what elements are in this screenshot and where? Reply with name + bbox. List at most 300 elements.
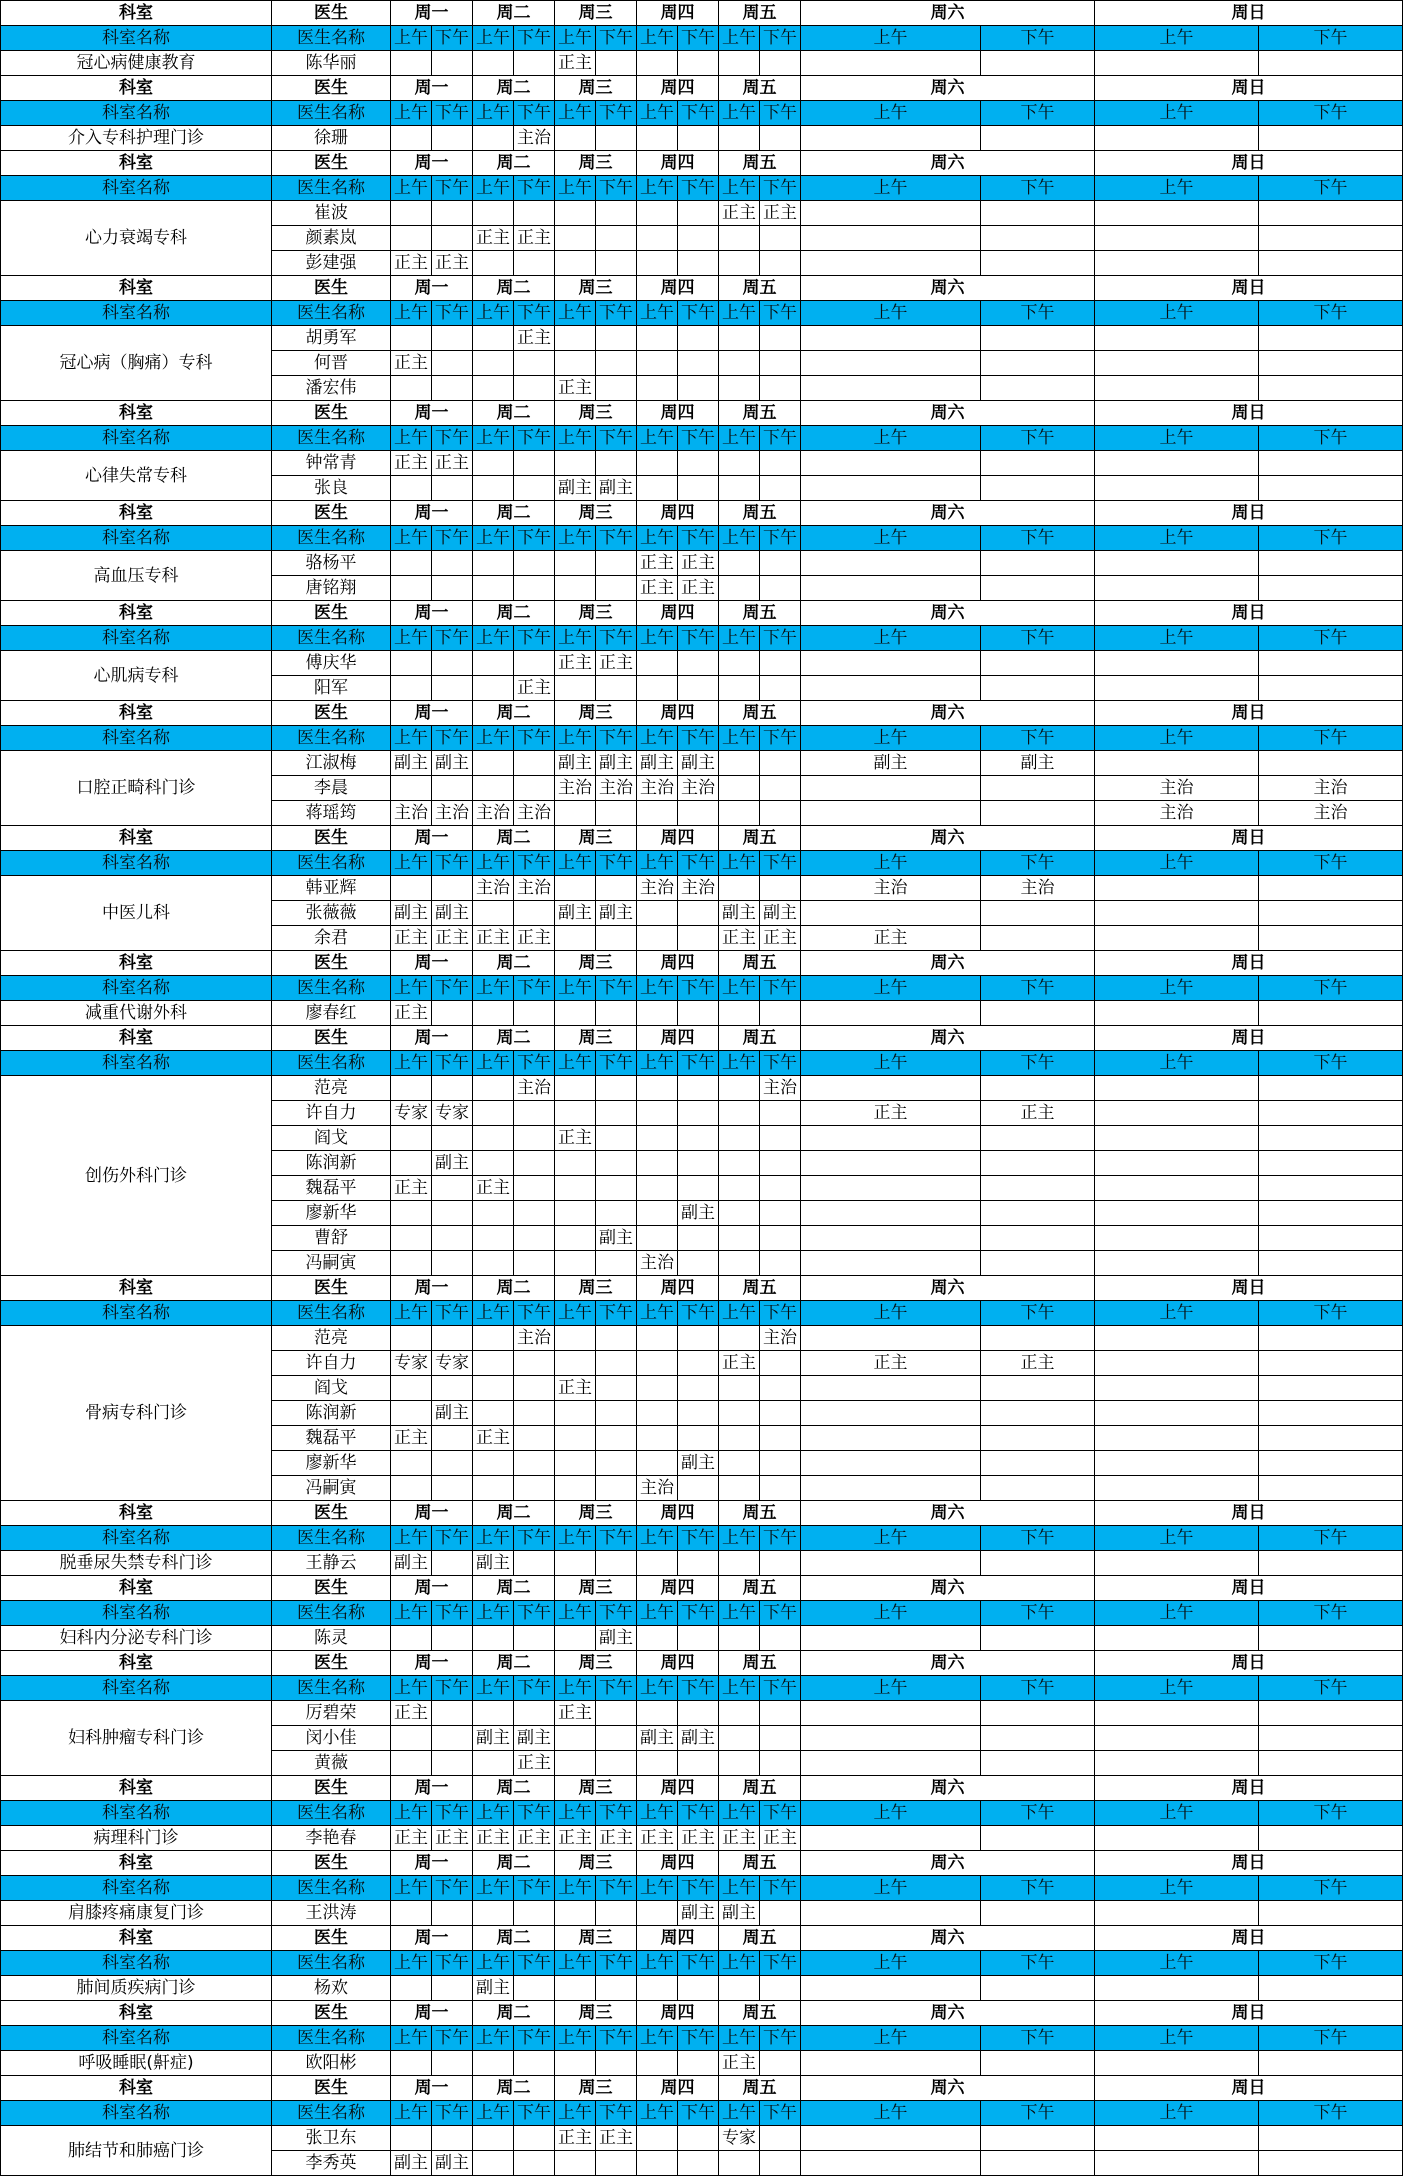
schedule-slot-cell — [637, 1001, 678, 1026]
subheader-am-cell: 上午 — [391, 1801, 432, 1826]
schedule-slot-cell — [514, 1626, 555, 1651]
schedule-slot-cell — [678, 51, 719, 76]
schedule-slot-cell — [391, 1126, 432, 1151]
block-header-row — [1, 401, 1403, 426]
schedule-slot-cell — [1259, 1226, 1403, 1251]
subheader-am-cell: 上午 — [473, 526, 514, 551]
subheader-pm-cell: 下午 — [596, 2026, 637, 2051]
subheader-dept-name-cell: 科室名称 — [1, 526, 272, 551]
schedule-slot-cell — [981, 326, 1095, 351]
header-day-cell: 周一 — [391, 1501, 473, 1526]
schedule-slot-cell — [1095, 876, 1259, 901]
schedule-slot-cell — [637, 1376, 678, 1401]
schedule-slot-cell — [1095, 2126, 1259, 2151]
schedule-slot-cell: 正主 — [596, 2126, 637, 2151]
schedule-slot-cell — [596, 226, 637, 251]
doctor-name-cell: 胡勇军 — [272, 326, 391, 351]
schedule-slot-cell — [1095, 326, 1259, 351]
subheader-am-cell: 上午 — [637, 1301, 678, 1326]
dept-name-cell: 冠心病健康教育 — [1, 51, 272, 76]
doctor-row — [1, 2051, 1403, 2076]
schedule-slot-cell: 正主 — [760, 1826, 801, 1851]
schedule-slot-cell — [391, 1251, 432, 1276]
schedule-slot-cell — [981, 451, 1095, 476]
schedule-slot-cell: 副主 — [391, 1551, 432, 1576]
schedule-slot-cell: 正主 — [473, 226, 514, 251]
header-day-cell: 周二 — [473, 1851, 555, 1876]
block-subheader-row — [1, 26, 1403, 51]
dept-name-cell: 肺结节和肺癌门诊 — [1, 2126, 272, 2176]
header-day-cell: 周日 — [1095, 1651, 1403, 1676]
schedule-slot-cell — [391, 1751, 432, 1776]
schedule-slot-cell — [432, 2051, 473, 2076]
header-day-cell: 周六 — [801, 1, 1095, 26]
subheader-pm-cell: 下午 — [432, 1876, 473, 1901]
header-day-cell: 周日 — [1095, 151, 1403, 176]
schedule-slot-cell — [391, 876, 432, 901]
schedule-slot-cell — [514, 651, 555, 676]
block-subheader-row — [1, 526, 1403, 551]
schedule-slot-cell — [637, 251, 678, 276]
doctor-row — [1, 51, 1403, 76]
schedule-slot-cell: 副主 — [678, 1901, 719, 1926]
doctor-row — [1, 126, 1403, 151]
subheader-dept-name-cell: 科室名称 — [1, 1951, 272, 1976]
header-day-cell: 周六 — [801, 2076, 1095, 2101]
header-doctor-cell: 医生 — [272, 401, 391, 426]
subheader-am-cell: 上午 — [473, 2101, 514, 2126]
schedule-slot-cell — [637, 1176, 678, 1201]
subheader-am-cell: 上午 — [1095, 851, 1259, 876]
subheader-pm-cell: 下午 — [514, 2026, 555, 2051]
subheader-pm-cell: 下午 — [514, 1601, 555, 1626]
schedule-slot-cell: 副主 — [637, 1726, 678, 1751]
doctor-row — [1, 451, 1403, 476]
block-header-row — [1, 1926, 1403, 1951]
header-day-cell: 周二 — [473, 601, 555, 626]
schedule-slot-cell — [514, 376, 555, 401]
subheader-pm-cell: 下午 — [1259, 426, 1403, 451]
schedule-slot-cell — [981, 926, 1095, 951]
subheader-am-cell: 上午 — [555, 1301, 596, 1326]
subheader-pm-cell: 下午 — [514, 1951, 555, 1976]
schedule-slot-cell — [432, 1201, 473, 1226]
dept-name-cell: 肩膝疼痛康复门诊 — [1, 1901, 272, 1926]
schedule-slot-cell: 副主 — [473, 1976, 514, 2001]
schedule-slot-cell: 正主 — [555, 1701, 596, 1726]
subheader-am-cell: 上午 — [801, 526, 981, 551]
schedule-slot-cell — [473, 126, 514, 151]
subheader-pm-cell: 下午 — [1259, 26, 1403, 51]
doctor-name-cell: 李秀英 — [272, 2151, 391, 2176]
schedule-slot-cell — [678, 1701, 719, 1726]
schedule-slot-cell — [981, 1626, 1095, 1651]
subheader-am-cell: 上午 — [637, 176, 678, 201]
schedule-slot-cell — [596, 1351, 637, 1376]
schedule-slot-cell — [1095, 51, 1259, 76]
schedule-slot-cell — [801, 251, 981, 276]
subheader-am-cell: 上午 — [555, 1051, 596, 1076]
dept-name-cell: 心律失常专科 — [1, 451, 272, 501]
schedule-slot-cell — [981, 1901, 1095, 1926]
header-day-cell: 周四 — [637, 1776, 719, 1801]
schedule-slot-cell — [473, 2051, 514, 2076]
subheader-am-cell: 上午 — [719, 1301, 760, 1326]
subheader-dept-name-cell: 科室名称 — [1, 101, 272, 126]
schedule-slot-cell — [432, 551, 473, 576]
subheader-pm-cell: 下午 — [678, 301, 719, 326]
subheader-pm-cell: 下午 — [760, 526, 801, 551]
header-day-cell: 周六 — [801, 1026, 1095, 1051]
schedule-slot-cell: 主治 — [637, 776, 678, 801]
schedule-slot-cell — [514, 1451, 555, 1476]
subheader-am-cell: 上午 — [801, 851, 981, 876]
schedule-slot-cell — [473, 551, 514, 576]
schedule-slot-cell — [555, 1251, 596, 1276]
schedule-slot-cell: 正主 — [678, 576, 719, 601]
schedule-slot-cell — [1095, 1001, 1259, 1026]
schedule-slot-cell — [391, 1726, 432, 1751]
schedule-slot-cell: 副主 — [678, 1451, 719, 1476]
schedule-slot-cell — [760, 776, 801, 801]
schedule-slot-cell — [596, 1201, 637, 1226]
header-day-cell: 周五 — [719, 76, 801, 101]
header-doctor-cell: 医生 — [272, 76, 391, 101]
schedule-slot-cell — [760, 2126, 801, 2151]
schedule-slot-cell: 正主 — [981, 1351, 1095, 1376]
block-header-row — [1, 1, 1403, 26]
schedule-slot-cell — [391, 226, 432, 251]
subheader-am-cell: 上午 — [719, 2101, 760, 2126]
schedule-slot-cell — [1095, 1826, 1259, 1851]
schedule-slot-cell: 正主 — [391, 926, 432, 951]
subheader-am-cell: 上午 — [473, 426, 514, 451]
subheader-pm-cell: 下午 — [678, 1951, 719, 1976]
schedule-slot-cell — [981, 1151, 1095, 1176]
schedule-slot-cell: 主治 — [432, 801, 473, 826]
schedule-slot-cell: 主治 — [473, 801, 514, 826]
schedule-slot-cell — [1259, 1451, 1403, 1476]
dept-name-cell: 介入专科护理门诊 — [1, 126, 272, 151]
schedule-slot-cell — [432, 1626, 473, 1651]
subheader-am-cell: 上午 — [719, 176, 760, 201]
header-day-cell: 周三 — [555, 276, 637, 301]
schedule-slot-cell — [678, 1626, 719, 1651]
schedule-slot-cell — [981, 1726, 1095, 1751]
schedule-slot-cell: 副主 — [555, 901, 596, 926]
schedule-slot-cell: 主治 — [514, 876, 555, 901]
schedule-slot-cell — [801, 351, 981, 376]
subheader-am-cell: 上午 — [637, 2101, 678, 2126]
schedule-slot-cell — [432, 476, 473, 501]
subheader-am-cell: 上午 — [1095, 1801, 1259, 1826]
subheader-pm-cell: 下午 — [981, 26, 1095, 51]
header-dept-cell: 科室 — [1, 601, 272, 626]
header-day-cell: 周三 — [555, 1501, 637, 1526]
subheader-pm-cell: 下午 — [678, 526, 719, 551]
header-day-cell: 周六 — [801, 951, 1095, 976]
header-day-cell: 周六 — [801, 401, 1095, 426]
schedule-slot-cell — [432, 1251, 473, 1276]
header-day-cell: 周日 — [1095, 2001, 1403, 2026]
block-subheader-row — [1, 2101, 1403, 2126]
schedule-slot-cell — [719, 251, 760, 276]
subheader-pm-cell: 下午 — [514, 1301, 555, 1326]
header-day-cell: 周六 — [801, 1501, 1095, 1526]
header-day-cell: 周五 — [719, 501, 801, 526]
subheader-doctor-name-cell: 医生名称 — [272, 1876, 391, 1901]
schedule-slot-cell — [1095, 651, 1259, 676]
schedule-slot-cell: 正主 — [719, 201, 760, 226]
schedule-slot-cell — [473, 576, 514, 601]
schedule-slot-cell — [760, 1151, 801, 1176]
schedule-slot-cell — [1259, 901, 1403, 926]
header-dept-cell: 科室 — [1, 1501, 272, 1526]
schedule-slot-cell — [555, 1626, 596, 1651]
header-day-cell: 周六 — [801, 1851, 1095, 1876]
schedule-slot-cell — [514, 576, 555, 601]
schedule-slot-cell — [678, 926, 719, 951]
subheader-am-cell: 上午 — [637, 976, 678, 1001]
header-day-cell: 周五 — [719, 701, 801, 726]
schedule-slot-cell — [678, 1551, 719, 1576]
schedule-slot-cell — [596, 1001, 637, 1026]
schedule-slot-cell — [596, 376, 637, 401]
subheader-pm-cell: 下午 — [596, 726, 637, 751]
schedule-slot-cell — [432, 51, 473, 76]
schedule-slot-cell — [719, 1551, 760, 1576]
schedule-slot-cell — [391, 326, 432, 351]
schedule-slot-cell — [514, 1251, 555, 1276]
schedule-slot-cell — [1259, 51, 1403, 76]
subheader-am-cell: 上午 — [1095, 176, 1259, 201]
schedule-slot-cell — [1095, 1551, 1259, 1576]
schedule-slot-cell: 正主 — [760, 201, 801, 226]
subheader-am-cell: 上午 — [473, 1526, 514, 1551]
schedule-slot-cell — [1259, 351, 1403, 376]
subheader-am-cell: 上午 — [473, 101, 514, 126]
schedule-slot-cell — [637, 1976, 678, 2001]
subheader-pm-cell: 下午 — [432, 851, 473, 876]
doctor-row — [1, 551, 1403, 576]
schedule-slot-cell — [719, 1476, 760, 1501]
schedule-slot-cell — [1259, 1901, 1403, 1926]
schedule-slot-cell — [760, 1751, 801, 1776]
doctor-row — [1, 751, 1403, 776]
subheader-pm-cell: 下午 — [678, 426, 719, 451]
header-day-cell: 周三 — [555, 601, 637, 626]
header-day-cell: 周一 — [391, 1651, 473, 1676]
schedule-slot-cell: 正主 — [514, 926, 555, 951]
schedule-slot-cell — [637, 2051, 678, 2076]
schedule-slot-cell — [1259, 326, 1403, 351]
header-day-cell: 周五 — [719, 951, 801, 976]
schedule-slot-cell: 正主 — [555, 651, 596, 676]
schedule-slot-cell: 主治 — [391, 801, 432, 826]
header-day-cell: 周一 — [391, 701, 473, 726]
dept-name-cell: 创伤外科门诊 — [1, 1076, 272, 1276]
subheader-pm-cell: 下午 — [760, 2101, 801, 2126]
subheader-am-cell: 上午 — [637, 1801, 678, 1826]
schedule-slot-cell — [801, 1401, 981, 1426]
subheader-am-cell: 上午 — [473, 726, 514, 751]
subheader-dept-name-cell: 科室名称 — [1, 176, 272, 201]
subheader-pm-cell: 下午 — [596, 1876, 637, 1901]
subheader-pm-cell: 下午 — [981, 1876, 1095, 1901]
schedule-slot-cell — [678, 451, 719, 476]
subheader-pm-cell: 下午 — [981, 1051, 1095, 1076]
schedule-slot-cell — [473, 1001, 514, 1026]
subheader-pm-cell: 下午 — [514, 1876, 555, 1901]
schedule-slot-cell — [801, 1076, 981, 1101]
schedule-slot-cell: 副主 — [391, 901, 432, 926]
schedule-slot-cell — [719, 651, 760, 676]
header-day-cell: 周一 — [391, 2001, 473, 2026]
schedule-slot-cell — [473, 351, 514, 376]
subheader-am-cell: 上午 — [555, 176, 596, 201]
subheader-am-cell: 上午 — [555, 626, 596, 651]
schedule-slot-cell — [596, 1451, 637, 1476]
schedule-slot-cell — [473, 751, 514, 776]
schedule-slot-cell — [1259, 1126, 1403, 1151]
schedule-slot-cell — [1259, 751, 1403, 776]
schedule-slot-cell — [760, 476, 801, 501]
schedule-slot-cell — [801, 1551, 981, 1576]
schedule-slot-cell — [1095, 1426, 1259, 1451]
subheader-am-cell: 上午 — [801, 1951, 981, 1976]
schedule-slot-cell — [801, 1451, 981, 1476]
header-dept-cell: 科室 — [1, 1851, 272, 1876]
doctor-row — [1, 1551, 1403, 1576]
header-day-cell: 周五 — [719, 1851, 801, 1876]
header-day-cell: 周六 — [801, 1576, 1095, 1601]
schedule-slot-cell — [473, 1751, 514, 1776]
schedule-slot-cell: 正主 — [514, 676, 555, 701]
subheader-am-cell: 上午 — [637, 26, 678, 51]
schedule-slot-cell — [637, 226, 678, 251]
schedule-slot-cell — [760, 2151, 801, 2176]
subheader-doctor-name-cell: 医生名称 — [272, 1301, 391, 1326]
schedule-slot-cell — [760, 751, 801, 776]
schedule-slot-cell — [1259, 251, 1403, 276]
schedule-slot-cell — [555, 1751, 596, 1776]
schedule-slot-cell: 正主 — [801, 1351, 981, 1376]
schedule-slot-cell — [514, 1001, 555, 1026]
doctor-name-cell: 彭建强 — [272, 251, 391, 276]
schedule-slot-cell — [473, 1251, 514, 1276]
doctor-name-cell: 范亮 — [272, 1326, 391, 1351]
schedule-slot-cell — [678, 1001, 719, 1026]
subheader-pm-cell: 下午 — [760, 976, 801, 1001]
schedule-slot-cell: 副主 — [719, 901, 760, 926]
subheader-am-cell: 上午 — [555, 526, 596, 551]
schedule-slot-cell: 正主 — [801, 1101, 981, 1126]
subheader-pm-cell: 下午 — [514, 1051, 555, 1076]
schedule-slot-cell: 主治 — [801, 876, 981, 901]
subheader-am-cell: 上午 — [719, 1601, 760, 1626]
header-day-cell: 周五 — [719, 2076, 801, 2101]
schedule-slot-cell: 正主 — [391, 1826, 432, 1851]
schedule-slot-cell — [473, 451, 514, 476]
header-day-cell: 周一 — [391, 826, 473, 851]
schedule-slot-cell — [596, 1076, 637, 1101]
block-subheader-row — [1, 851, 1403, 876]
schedule-slot-cell — [473, 1226, 514, 1251]
doctor-name-cell: 阳军 — [272, 676, 391, 701]
schedule-slot-cell — [596, 876, 637, 901]
schedule-slot-cell — [719, 476, 760, 501]
subheader-am-cell: 上午 — [801, 426, 981, 451]
schedule-slot-cell — [719, 876, 760, 901]
subheader-doctor-name-cell: 医生名称 — [272, 526, 391, 551]
schedule-slot-cell — [391, 126, 432, 151]
header-day-cell: 周日 — [1095, 276, 1403, 301]
schedule-slot-cell — [1095, 1726, 1259, 1751]
subheader-am-cell: 上午 — [719, 101, 760, 126]
schedule-slot-cell — [555, 326, 596, 351]
schedule-slot-cell: 副主 — [596, 476, 637, 501]
header-day-cell: 周五 — [719, 1026, 801, 1051]
header-day-cell: 周二 — [473, 1, 555, 26]
header-dept-cell: 科室 — [1, 951, 272, 976]
schedule-slot-cell — [719, 226, 760, 251]
subheader-am-cell: 上午 — [391, 726, 432, 751]
header-day-cell: 周四 — [637, 1851, 719, 1876]
schedule-slot-cell — [555, 1326, 596, 1351]
schedule-slot-cell: 正主 — [432, 1826, 473, 1851]
schedule-slot-cell: 主治 — [1259, 776, 1403, 801]
schedule-slot-cell — [432, 351, 473, 376]
schedule-slot-cell — [432, 1751, 473, 1776]
schedule-slot-cell — [719, 1376, 760, 1401]
schedule-slot-cell — [981, 801, 1095, 826]
doctor-name-cell: 欧阳彬 — [272, 2051, 391, 2076]
subheader-am-cell: 上午 — [801, 726, 981, 751]
subheader-pm-cell: 下午 — [514, 626, 555, 651]
doctor-name-cell: 骆杨平 — [272, 551, 391, 576]
schedule-slot-cell — [1259, 1626, 1403, 1651]
schedule-slot-cell — [719, 1226, 760, 1251]
subheader-am-cell: 上午 — [473, 1676, 514, 1701]
schedule-slot-cell: 副主 — [473, 1551, 514, 1576]
header-day-cell: 周三 — [555, 826, 637, 851]
subheader-dept-name-cell: 科室名称 — [1, 851, 272, 876]
schedule-slot-cell: 正主 — [391, 251, 432, 276]
header-day-cell: 周三 — [555, 951, 637, 976]
schedule-slot-cell — [719, 1201, 760, 1226]
schedule-slot-cell — [514, 476, 555, 501]
schedule-slot-cell — [473, 1126, 514, 1151]
schedule-slot-cell — [678, 251, 719, 276]
schedule-slot-cell — [678, 2126, 719, 2151]
schedule-slot-cell: 主治 — [1095, 801, 1259, 826]
block-header-row — [1, 1501, 1403, 1526]
schedule-slot-cell — [981, 1226, 1095, 1251]
subheader-pm-cell: 下午 — [514, 176, 555, 201]
schedule-slot-cell — [432, 1426, 473, 1451]
subheader-am-cell: 上午 — [801, 1051, 981, 1076]
subheader-am-cell: 上午 — [637, 101, 678, 126]
schedule-slot-cell — [719, 676, 760, 701]
schedule-slot-cell — [596, 676, 637, 701]
header-day-cell: 周日 — [1095, 701, 1403, 726]
schedule-slot-cell — [1095, 1201, 1259, 1226]
header-day-cell: 周五 — [719, 1576, 801, 1601]
subheader-pm-cell: 下午 — [1259, 526, 1403, 551]
schedule-slot-cell: 正主 — [637, 1826, 678, 1851]
subheader-pm-cell: 下午 — [432, 176, 473, 201]
schedule-slot-cell — [473, 1076, 514, 1101]
